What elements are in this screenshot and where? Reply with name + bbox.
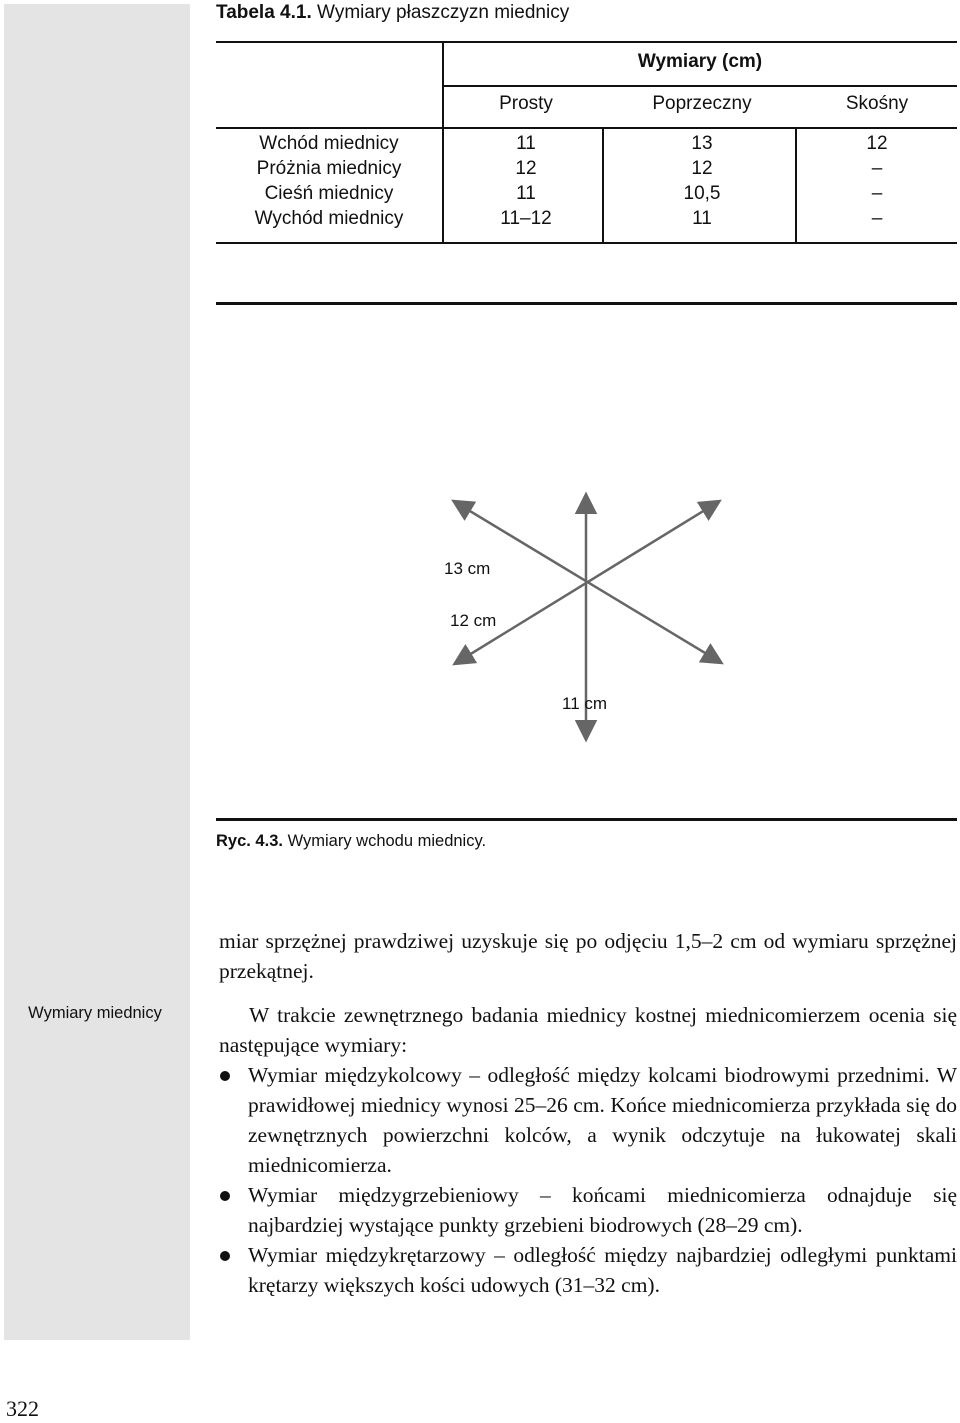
cell-poprzeczny: 10,5 bbox=[683, 183, 721, 204]
col-header-poprzeczny: Poprzeczny bbox=[652, 93, 752, 114]
list-item bbox=[210, 1180, 957, 1240]
table-group-rule bbox=[443, 85, 957, 87]
margin-sidebar bbox=[4, 4, 190, 1340]
figure-caption bbox=[216, 832, 486, 851]
figure-caption-text: Wymiary wchodu miednicy. bbox=[287, 832, 487, 850]
pelvic-inlet-diagram bbox=[400, 480, 770, 760]
bullet-icon bbox=[220, 1191, 230, 1201]
row-label: Próżnia miednicy bbox=[256, 158, 402, 179]
cell-prosty: 11 bbox=[516, 183, 536, 204]
table-vline bbox=[442, 41, 444, 244]
cell-skosny: 12 bbox=[866, 133, 888, 154]
cell-poprzeczny: 13 bbox=[691, 133, 713, 154]
col-header-prosty: Prosty bbox=[499, 93, 553, 114]
cell-skosny: – bbox=[871, 208, 883, 229]
row-label: Wchód miednicy bbox=[259, 133, 399, 154]
bullet-list bbox=[210, 1060, 957, 1300]
cell-skosny: – bbox=[871, 183, 883, 204]
list-item-text: Wymiar międzygrzebieniowy – końcami miednicomierza odnajduje się najbardziej wystające punkty grzebieni biodrowych (28–29 cm). bbox=[248, 1183, 957, 1237]
table-caption bbox=[216, 2, 569, 24]
table-bottom-rule bbox=[216, 242, 957, 244]
cell-prosty: 11 bbox=[516, 133, 536, 154]
figure-bottom-rule bbox=[216, 818, 957, 821]
col-header-skosny: Skośny bbox=[845, 93, 909, 114]
list-item bbox=[210, 1060, 957, 1180]
table-header-rule bbox=[216, 127, 957, 129]
table-caption-number: Tabela 4.1. bbox=[216, 2, 312, 23]
figure-caption-number: Ryc. 4.3. bbox=[216, 832, 283, 850]
bullet-icon bbox=[220, 1071, 230, 1081]
table-top-rule bbox=[216, 41, 957, 43]
sidebar-label: Wymiary miednicy bbox=[28, 1004, 162, 1022]
paragraph: W trakcie zewnętrznego badania miednicy kostnej miednicomierzem ocenia się następujące wymiary: bbox=[219, 1003, 957, 1057]
list-item-text: Wymiar międzykolcowy – odległość między kolcami biodrowymi przednimi. W prawidłowej miednicy wynosi 25–26 cm. Końce miednicomierza przykłada się do zewnętrznych powierzchni kolców, a wynik odczytuje na łukowatej skali miednicomierza. bbox=[248, 1063, 957, 1177]
label-13cm: 13 cm bbox=[444, 559, 491, 578]
row-label: Wychód miednicy bbox=[254, 208, 404, 229]
figure-top-rule bbox=[216, 302, 957, 305]
table-group-header: Wymiary (cm) bbox=[637, 51, 763, 72]
page-number: 322 bbox=[6, 1396, 39, 1421]
cell-poprzeczny: 11 bbox=[692, 208, 712, 229]
paragraph: miar sprzężnej prawdziwej uzyskuje się po odjęciu 1,5–2 cm od wymiaru sprzężnej przekątnej. bbox=[219, 929, 957, 983]
cell-skosny: – bbox=[871, 158, 883, 179]
label-11cm: 11 cm bbox=[562, 694, 608, 713]
cell-prosty: 11–12 bbox=[500, 208, 552, 229]
cell-poprzeczny: 12 bbox=[691, 158, 713, 179]
row-label: Cieśń miednicy bbox=[264, 183, 394, 204]
list-item bbox=[210, 1240, 957, 1300]
bullet-icon bbox=[220, 1251, 230, 1261]
cell-prosty: 12 bbox=[515, 158, 537, 179]
label-12cm: 12 cm bbox=[450, 611, 497, 630]
table-caption-text: Wymiary płaszczyzn miednicy bbox=[317, 2, 570, 23]
list-item-text: Wymiar międzykrętarzowy – odległość między najbardziej odległymi punktami krętarzy większych kości udowych (31–32 cm). bbox=[248, 1243, 957, 1297]
